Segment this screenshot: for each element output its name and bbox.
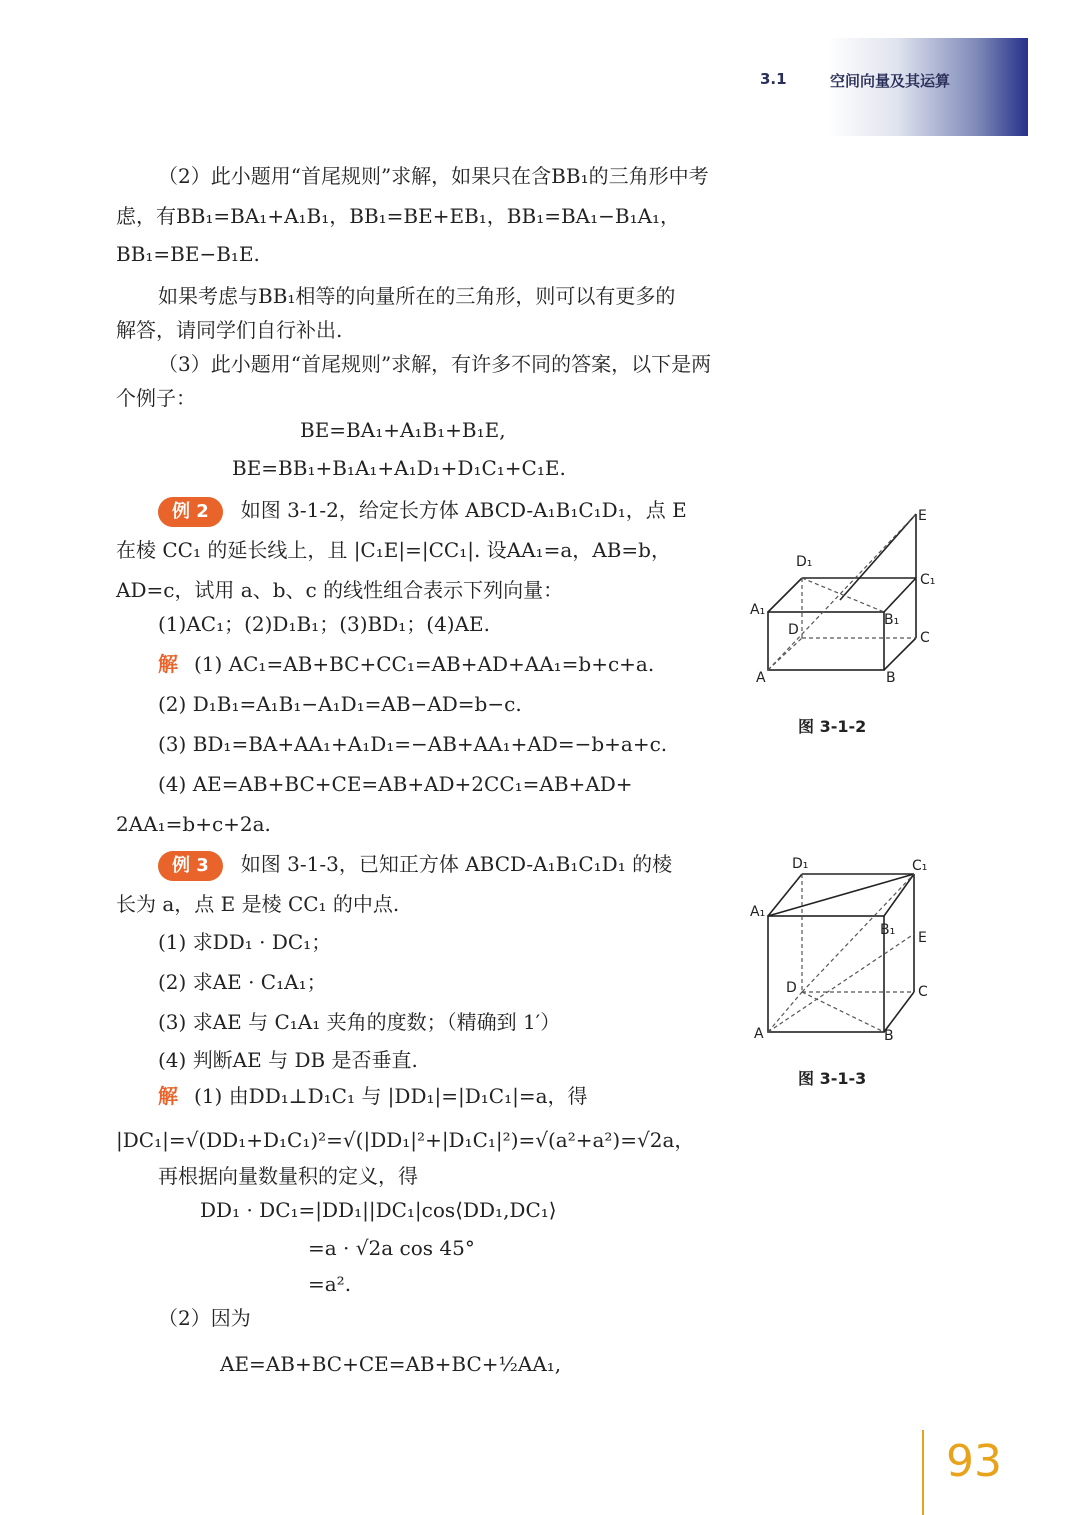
text-line: 如图 3-1-2，给定长方体 ABCD-A₁B₁C₁D₁，点 E [240, 498, 687, 522]
label-A1: A₁ [750, 602, 766, 618]
text-line: 长为 a，点 E 是棱 CC₁ 的中点. [116, 892, 400, 916]
equation: DD₁ · DC₁=|DD₁||DC₁|cos⟨DD₁,DC₁⟩ [200, 1198, 557, 1222]
example-2-intro [158, 496, 687, 527]
text-line: （2）因为 [158, 1306, 251, 1330]
solution-line [158, 650, 654, 678]
section-number: 3.1 [760, 70, 787, 88]
text-line: 在棱 CC₁ 的延长线上，且 |C₁E|=|CC₁|. 设AA₁=a，AB=b， [116, 538, 671, 562]
label-E: E [918, 508, 927, 524]
text-line: (2) 求AE · C₁A₁； [158, 970, 327, 994]
label-D1: D₁ [796, 554, 813, 570]
text-line: (3) BD₁=BA+AA₁+A₁D₁=−AB+AA₁+AD=−b+a+c. [158, 732, 668, 756]
equation: =a · √2a cos 45° [308, 1236, 475, 1260]
text-line: (1)AC₁；(2)D₁B₁；(3)BD₁；(4)AE. [158, 612, 491, 636]
label-B: B [886, 670, 896, 686]
text-line: BB₁=BE−B₁E. [116, 242, 260, 266]
label-B1: B₁ [880, 922, 896, 938]
text-line: (2) D₁B₁=A₁B₁−A₁D₁=AB−AD=b−c. [158, 692, 522, 716]
text-line: 如果考虑与BB₁相等的向量所在的三角形，则可以有更多的 [158, 284, 676, 308]
label-E: E [918, 930, 927, 946]
text-line: (1) AC₁=AB+BC+CC₁=AB+AD+AA₁=b+c+a. [194, 652, 655, 676]
text-line: （2）此小题用“首尾规则”求解，如果只在含BB₁的三角形中考 [158, 164, 709, 188]
figure-caption: 图 3-1-3 [798, 1069, 867, 1088]
page-number: 93 [946, 1436, 1002, 1487]
text-line: (4) AE=AB+BC+CE=AB+AD+2CC₁=AB+AD+ [158, 772, 633, 796]
section-title: 空间向量及其运算 [830, 72, 951, 90]
label-C: C [920, 630, 930, 646]
label-A1: A₁ [750, 904, 766, 920]
example-3-badge: 例 3 [158, 851, 223, 881]
solution-line [158, 1082, 588, 1110]
label-A: A [754, 1026, 764, 1042]
text-line: (1) 由DD₁⊥D₁C₁ 与 |DD₁|=|D₁C₁|=a，得 [194, 1084, 588, 1108]
page-number-rule [922, 1430, 924, 1515]
equation: BE=BB₁+B₁A₁+A₁D₁+D₁C₁+C₁E. [232, 456, 566, 480]
label-D: D [786, 980, 797, 996]
front-face [768, 916, 884, 1032]
equation: BE=BA₁+A₁B₁+B₁E, [300, 418, 506, 442]
figure-caption: 图 3-1-2 [798, 717, 867, 736]
front-face-bottom [768, 612, 884, 670]
equation: AE=AB+BC+CE=AB+BC+½AA₁, [220, 1352, 562, 1376]
label-B: B [884, 1028, 894, 1044]
label-A: A [756, 670, 766, 686]
equation: =a². [308, 1272, 352, 1296]
text-line: AD=c，试用 a、b、c 的线性组合表示下列向量： [116, 578, 564, 602]
equation: |DC₁|=√(DD₁+D₁C₁)²=√(|DD₁|²+|D₁C₁|²)=√(a²+a²)=√2a， [116, 1128, 695, 1152]
label-C: C [918, 984, 928, 1000]
figure-3-1-2 [740, 500, 940, 700]
text-line: 解答，请同学们自行补出. [116, 318, 343, 342]
text-line: 如图 3-1-3，已知正方体 ABCD-A₁B₁C₁D₁ 的棱 [240, 852, 673, 876]
example-3-intro [158, 850, 672, 881]
label-C1: C₁ [912, 858, 928, 874]
figure-3-1-3 [740, 850, 940, 1050]
label-B1: B₁ [884, 612, 900, 628]
solution-label: 解 [158, 652, 178, 676]
text-line: (1) 求DD₁ · DC₁； [158, 930, 332, 954]
text-line: 再根据向量数量积的定义，得 [158, 1164, 418, 1188]
text-line: 个例子： [116, 386, 196, 410]
text-line: 2AA₁=b+c+2a. [116, 812, 271, 836]
text-line: (3) 求AE 与 C₁A₁ 夹角的度数；（精确到 1′） [158, 1010, 561, 1034]
label-D1: D₁ [792, 856, 809, 872]
text-line: (4) 判断AE 与 DB 是否垂直. [158, 1048, 418, 1072]
text-line: （3）此小题用“首尾规则”求解，有许多不同的答案，以下是两 [158, 352, 712, 376]
example-2-badge: 例 2 [158, 497, 223, 527]
text-line: 虑，有BB₁=BA₁+A₁B₁，BB₁=BE+EB₁，BB₁=BA₁−B₁A₁， [116, 204, 681, 228]
label-C1: C₁ [920, 572, 936, 588]
solution-label: 解 [158, 1084, 178, 1108]
label-D: D [788, 622, 799, 638]
